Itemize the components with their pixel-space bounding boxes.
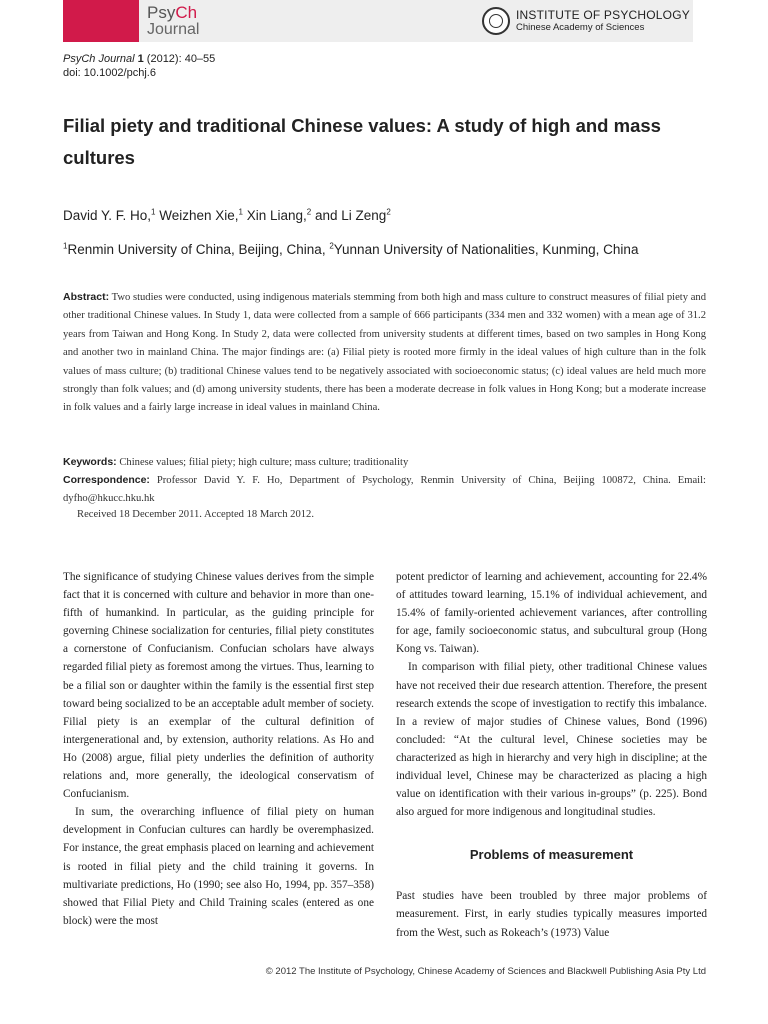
journal-logo (147, 4, 199, 38)
logo-psy: Psy (147, 3, 176, 22)
copyright-footer: © 2012 The Institute of Psychology, Chinese Academy of Sciences and Blackwell Publishing Asia Pty Ltd (265, 966, 706, 977)
journal-name: PsyCh Journal (63, 53, 135, 65)
body-paragraph: In comparison with filial piety, other traditional Chinese values have not received their due research attention. Therefore, the present research extends the scope of investigation to rectify this imbalance. In a review of major studies of Chinese values, Bond (1996) concluded: “At the cultural level, Chinese societies may be characterized as high in hierarchy and very high in discipline; at the individual level, Chinese may be characterized as placing a high value on identification with their various in-groups” (p. 225). Bond also argued for more indigenous and longitudinal studies. (396, 661, 707, 819)
author-name: and Li Zeng (311, 208, 387, 223)
affil-mark: 1 (63, 241, 68, 251)
body-paragraph: The significance of studying Chinese values derives from the simple fact that it is concerned with culture and behavior in more than one-fifth of humankind. In particular, as the guiding principle for governing Chinese socialization for centuries, filial piety constitutes a cornerstone of Confucianism. Confucian scholars have always regarded filial piety as foremost among the virtues. Thus, learning to be a filial son or daughter within the family is the essential first step toward being socialized to be an acceptable adult member of society. Filial piety is an exemplar of the cultural definition of intergenerational and, by extension, authority relations. As Ho and Ho (2008) argue, filial piety underlies the definition of authority relations and, more generally, the ideological conservatism of Confucianism. (63, 571, 374, 801)
doi: doi: 10.1002/pchj.6 (63, 67, 156, 79)
section-heading: Problems of measurement (469, 847, 634, 863)
correspondence-text: Professor David Y. F. Ho, Department of Psychology, Renmin University of China, Beijing 100872, China. Email: dyfho@hkucc.hku.hk (63, 475, 706, 505)
author-affil-mark: 2 (306, 207, 312, 217)
author-name: David Y. F. Ho, (63, 208, 152, 223)
author-affil-mark: 1 (238, 207, 243, 217)
affiliations (63, 242, 638, 257)
body-column-left (63, 568, 374, 930)
journal-logo-block (63, 0, 139, 42)
paper-title: Filial piety and traditional Chinese values: A study of high and mass cultures (63, 115, 661, 168)
author-affil-mark: 1 (151, 207, 156, 217)
body-column-right (396, 568, 707, 942)
body-paragraph: potent predictor of learning and achievement, accounting for 22.4% of attitudes toward learning, 15.1% of individual achievement, and 15.4% of family-oriented achievement variances, after controlling for age, family socioeconomic status, and subcultural group (Hong Kong vs. Taiwan). (396, 571, 707, 656)
citation (63, 52, 215, 80)
abstract (63, 288, 706, 418)
author-affil-mark: 2 (386, 207, 391, 217)
journal-volume: 1 (137, 53, 144, 65)
author-list (63, 208, 391, 223)
affiliation: Renmin University of China, Beijing, China, (67, 242, 330, 257)
institute-sub: Chinese Academy of Sciences (516, 22, 645, 33)
institute-name: INSTITUTE OF PSYCHOLOGY (516, 8, 690, 22)
keywords-text: Chinese values; filial piety; high culture; mass culture; traditionality (119, 457, 409, 468)
keywords (63, 453, 706, 472)
logo-journal: Journal (147, 21, 200, 38)
affiliation: Yunnan University of Nationalities, Kunming, China (333, 242, 639, 257)
abstract-text: Two studies were conducted, using indigenous materials stemming from both high and mass culture to construct measures of filial piety and other traditional Chinese values. In Study 1, data were collected from a sample of 666 participants (334 men and 332 women) with a mean age of 31.2 years from Taiwan and Hong Kong. In Study 2, data were collected from university students at different times, based on two samples in Hong Kong and another two in mainland China. The major findings are: (a) Filial piety is rooted more firmly in the ideal values of high culture than in the folk values of mass culture; (b) traditional Chinese values tend to be negatively associated with socioeconomic status; (c) ideal values are held much more strongly than folk values; and (d) among university students, there has been a moderate decrease in folk values in Hong Kong; but a moderate increase in folk values and a fairly large increase in ideal values in mainland China. (63, 292, 706, 414)
body-paragraph: In sum, the overarching influence of filial piety on human development in Confucian cultures can hardly be overemphasized. For instance, the great emphasis placed on learning and achievement is rooted in filial piety and the child training it governs. In multivariate predictions, Ho (1990; see also Ho, 1994, pp. 357–358) showed that Filial Piety and Child Training scales (entered as one block) were the most (63, 806, 374, 927)
logo-ch: Ch (175, 3, 198, 22)
institute-logo (482, 7, 690, 35)
correspondence-label: Correspondence: (63, 474, 150, 486)
received-dates: Received 18 December 2011. Accepted 18 March 2012. (77, 509, 314, 520)
keywords-label: Keywords: (63, 456, 117, 468)
correspondence (63, 471, 706, 509)
author-name: Xin Liang, (243, 208, 307, 223)
institute-seal-icon (482, 7, 510, 35)
body-paragraph: Past studies have been troubled by three major problems of measurement. First, in early studies typically measures imported from the West, such as Rokeach’s (1973) Value (396, 890, 707, 939)
abstract-label: Abstract: (63, 291, 110, 303)
author-name: Weizhen Xie, (155, 208, 239, 223)
affil-mark: 2 (329, 241, 334, 251)
journal-year-pages: (2012): 40–55 (143, 53, 216, 65)
